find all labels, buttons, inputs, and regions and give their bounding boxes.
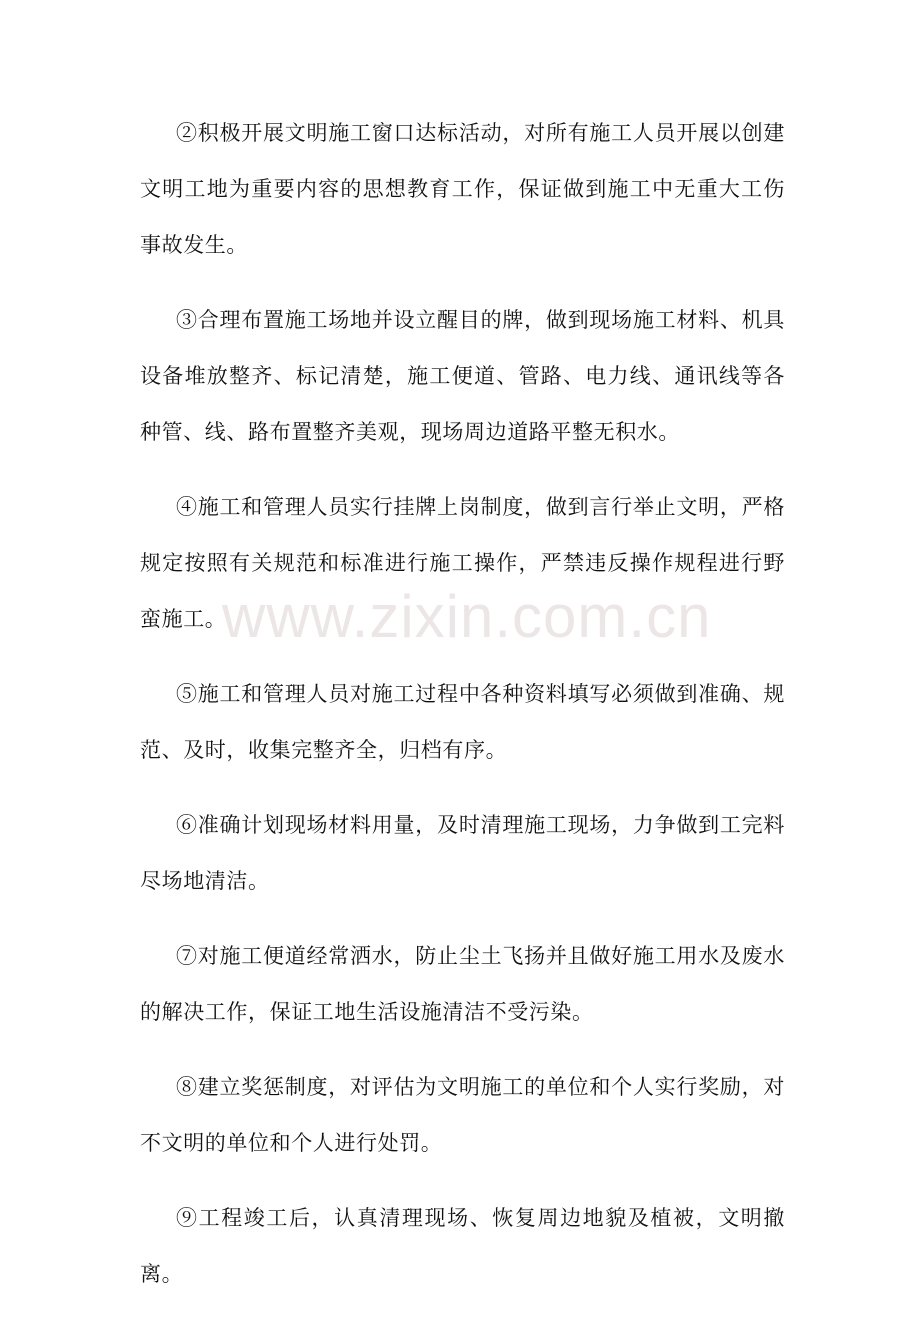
document-body: [140, 105, 785, 1321]
paragraph-5: ⑤施工和管理人员对施工过程中各种资料填写必须做到准确、规范、及时，收集完整齐全，归档有序。: [140, 682, 785, 762]
paragraph-8: ⑧建立奖惩制度，对评估为文明施工的单位和个人实行奖励，对不文明的单位和个人进行处罚。: [140, 1075, 785, 1155]
paragraph-6: ⑥准确计划现场材料用量，及时清理施工现场，力争做到工完料尽场地清洁。: [140, 813, 785, 893]
paragraph-4: ④施工和管理人员实行挂牌上岗制度，做到言行举止文明，严格规定按照有关规范和标准进行施工操作，严禁违反操作规程进行野蛮施工。: [140, 495, 785, 631]
paragraph-9: ⑨工程竣工后，认真清理现场、恢复周边地貌及植被，文明撤离。: [140, 1206, 785, 1286]
watermark: www.zixin.com.cn: [222, 583, 712, 650]
paragraph-2: ②积极开展文明施工窗口达标活动，对所有施工人员开展以创建文明工地为重要内容的思想教育工作，保证做到施工中无重大工伤事故发生。: [140, 121, 785, 257]
paragraph-3: ③合理布置施工场地并设立醒目的牌，做到现场施工材料、机具设备堆放整齐、标记清楚，施工便道、管路、电力线、通讯线等各种管、线、路布置整齐美观，现场周边道路平整无积水。: [140, 308, 785, 444]
paragraph-7: ⑦对施工便道经常洒水，防止尘土飞扬并且做好施工用水及废水的解决工作，保证工地生活设施清洁不受污染。: [140, 944, 785, 1024]
